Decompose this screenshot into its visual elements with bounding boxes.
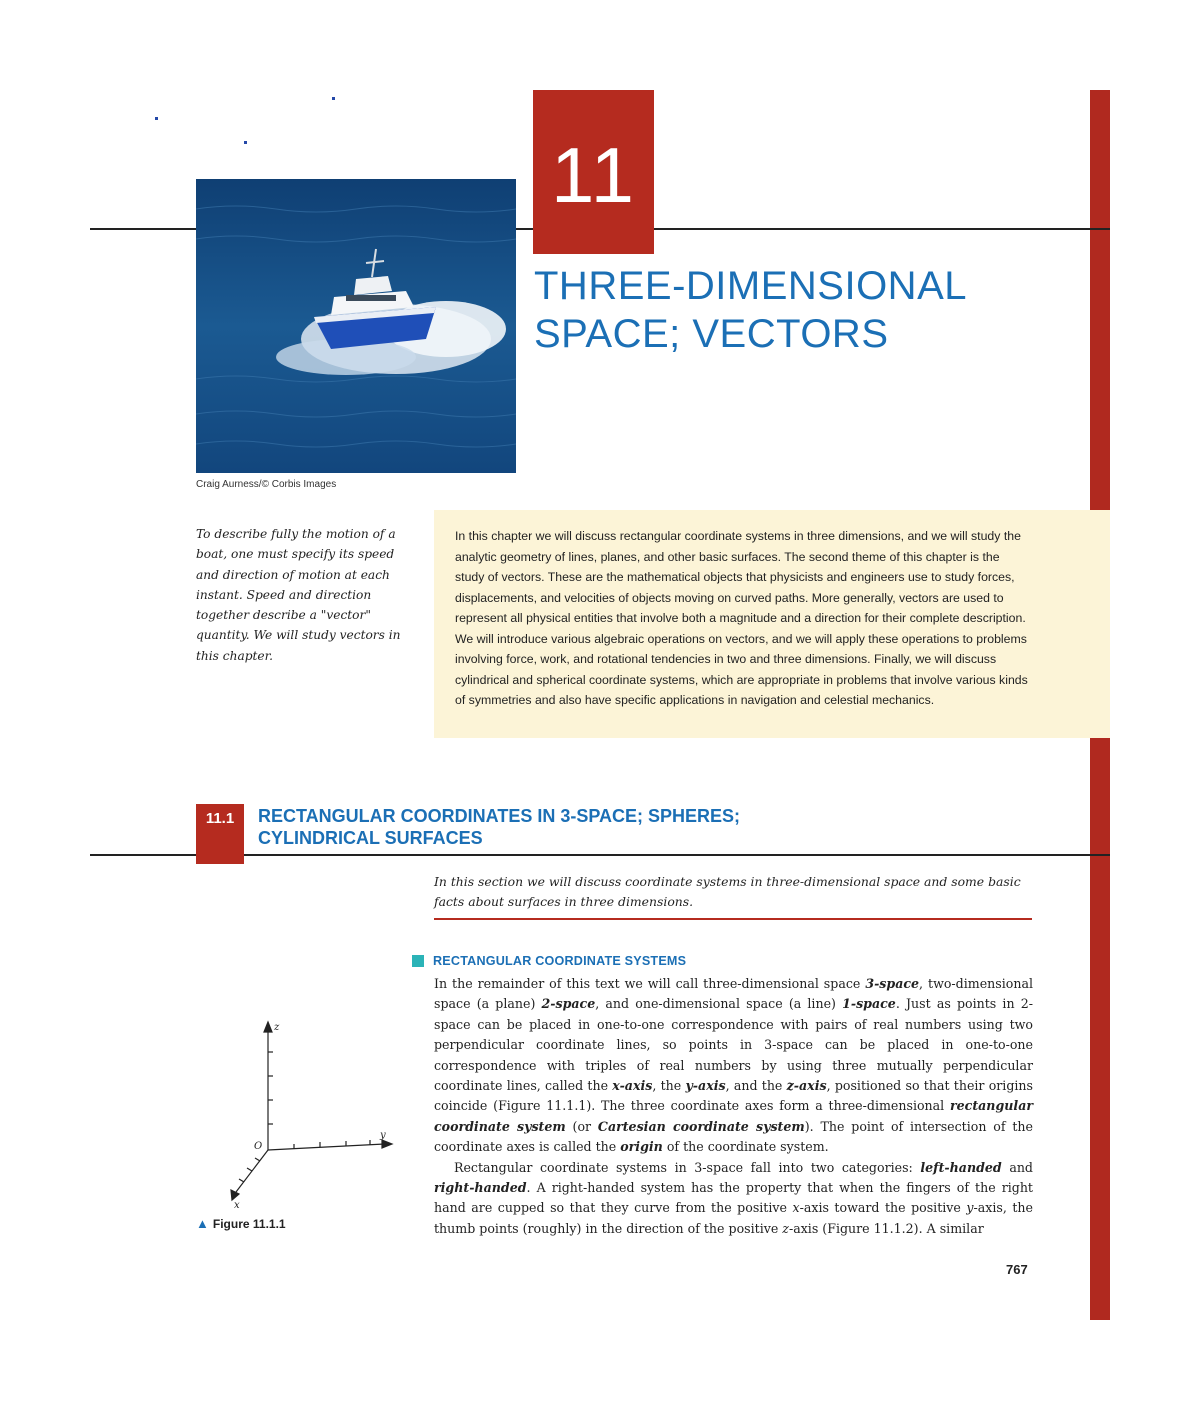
- axis-label-y: y: [380, 1130, 386, 1141]
- coordinate-axes-diagram: [220, 1018, 400, 1208]
- body-paragraph-1: In the remainder of this text we will call three-dimensional space 3-space, two-dimensional space (a plane) 2-space, and one-dimensional space (a line) 1-space. Just as points in 2-space can be placed in one-to-one correspondence with pairs of real numbers using two perpendicular coordinate lines, so points in 3-space can be placed in one-to-one correspondence with triples of real numbers by using three mutually perpendicular coordinate lines, called the x-axis, the y-axis, and the z-axis, positioned so that their origins coincide (Figure 11.1.1). The three coordinate axes form a three-dimensional rectangular coordinate system (or Cartesian coordinate system). The point of intersection of the coordinate axes is called the origin of the coordinate system.: [434, 976, 1033, 1155]
- axis-label-z: z: [274, 1022, 280, 1033]
- chapter-intro-box: [434, 510, 1110, 738]
- term-3-space: 3-space: [865, 976, 920, 991]
- body-text: [434, 974, 1033, 1239]
- decorative-dot: [155, 117, 158, 120]
- term-z-axis: z-axis: [786, 1078, 827, 1094]
- term-right-handed: right-handed: [434, 1180, 527, 1196]
- triangle-icon: ▲: [196, 1216, 209, 1231]
- term-left-handed: left-handed: [920, 1159, 1002, 1175]
- body-paragraph-2: Rectangular coordinate systems in 3-space fall into two categories: left-handed and right-handed. A right-handed system has the property that when the fingers of the right hand are cupped so that they curve from the positive x-axis toward the positive y-axis, the thumb points (roughly) in the direction of the positive z-axis (Figure 11.1.2). A similar: [434, 1159, 1033, 1236]
- section-title: [258, 805, 898, 849]
- origin-label: O: [254, 1141, 263, 1152]
- term-rectangular-coordinate-system: rectangular coordinate system: [434, 1098, 1033, 1134]
- chapter-title-line2: SPACE; VECTORS: [534, 312, 889, 356]
- section-number: 11.1: [196, 804, 244, 864]
- header-rule-mid: [516, 228, 534, 230]
- section-intro-rule: [434, 918, 1032, 920]
- figure-coordinate-axes: [220, 1018, 400, 1208]
- subsection-heading: [412, 954, 686, 968]
- subsection-marker-icon: [412, 955, 424, 967]
- boat-photo: [196, 179, 516, 473]
- chapter-title-line1: THREE-DIMENSIONAL: [534, 264, 967, 308]
- chapter-intro-text: In this chapter we will discuss rectangular coordinate systems in three dimensions, and we will study the analytic geometry of lines, planes, and other basic surfaces. The second theme of this chapter is the study of vectors. These are the mathematical objects that physicists and engineers use to study forces, displacements, and velocities of objects moving on curved paths. More generally, vectors are used to represent all physical entities that involve both a magnitude and a direction for their complete description. We will introduce various algebraic operations on vectors, and we will apply these operations to problems involving force, work, and rotational tendencies in two and three dimensions. Finally, we will discuss cylindrical and spherical coordinate systems, which are appropriate in problems that involve various kinds of symmetries and also have specific applications in navigation and celestial mechanics.: [455, 529, 1028, 707]
- chapter-title: [534, 262, 1054, 358]
- header-rule-right: [654, 228, 1110, 230]
- section-intro: In this section we will discuss coordinate systems in three-dimensional space and some basic facts about surfaces in three dimensions.: [434, 874, 1021, 909]
- figure-caption: [196, 1216, 286, 1231]
- chapter-number: 11: [533, 90, 654, 254]
- term-1-space: 1-space: [842, 996, 896, 1012]
- term-origin: origin: [620, 1139, 663, 1155]
- section-title-line1: RECTANGULAR COORDINATES IN 3-SPACE; SPHERES;: [258, 806, 741, 826]
- header-rule-left: [90, 228, 196, 230]
- photo-credit: Craig Aurness/© Corbis Images: [196, 479, 337, 490]
- page-number: 767: [1006, 1262, 1028, 1277]
- figure-label-text: Figure 11.1.1: [212, 1216, 286, 1231]
- decorative-dot: [244, 141, 247, 144]
- term-cartesian-coordinate-system: Cartesian coordinate system: [597, 1118, 805, 1134]
- term-x-axis: x-axis: [612, 1078, 653, 1094]
- term-2-space: 2-space: [541, 996, 596, 1012]
- axis-label-x: x: [234, 1200, 240, 1208]
- sidebar-caption: To describe fully the motion of a boat, one must specify its speed and direction of motion at each instant. Speed and direction together describe a "vector" quantity. We will study vectors in this chapter.: [196, 527, 401, 663]
- section-title-line2: CYLINDRICAL SURFACES: [258, 828, 483, 848]
- subsection-heading-text: RECTANGULAR COORDINATE SYSTEMS: [433, 954, 687, 968]
- term-y-axis: y-axis: [685, 1078, 726, 1094]
- decorative-dot: [332, 97, 335, 100]
